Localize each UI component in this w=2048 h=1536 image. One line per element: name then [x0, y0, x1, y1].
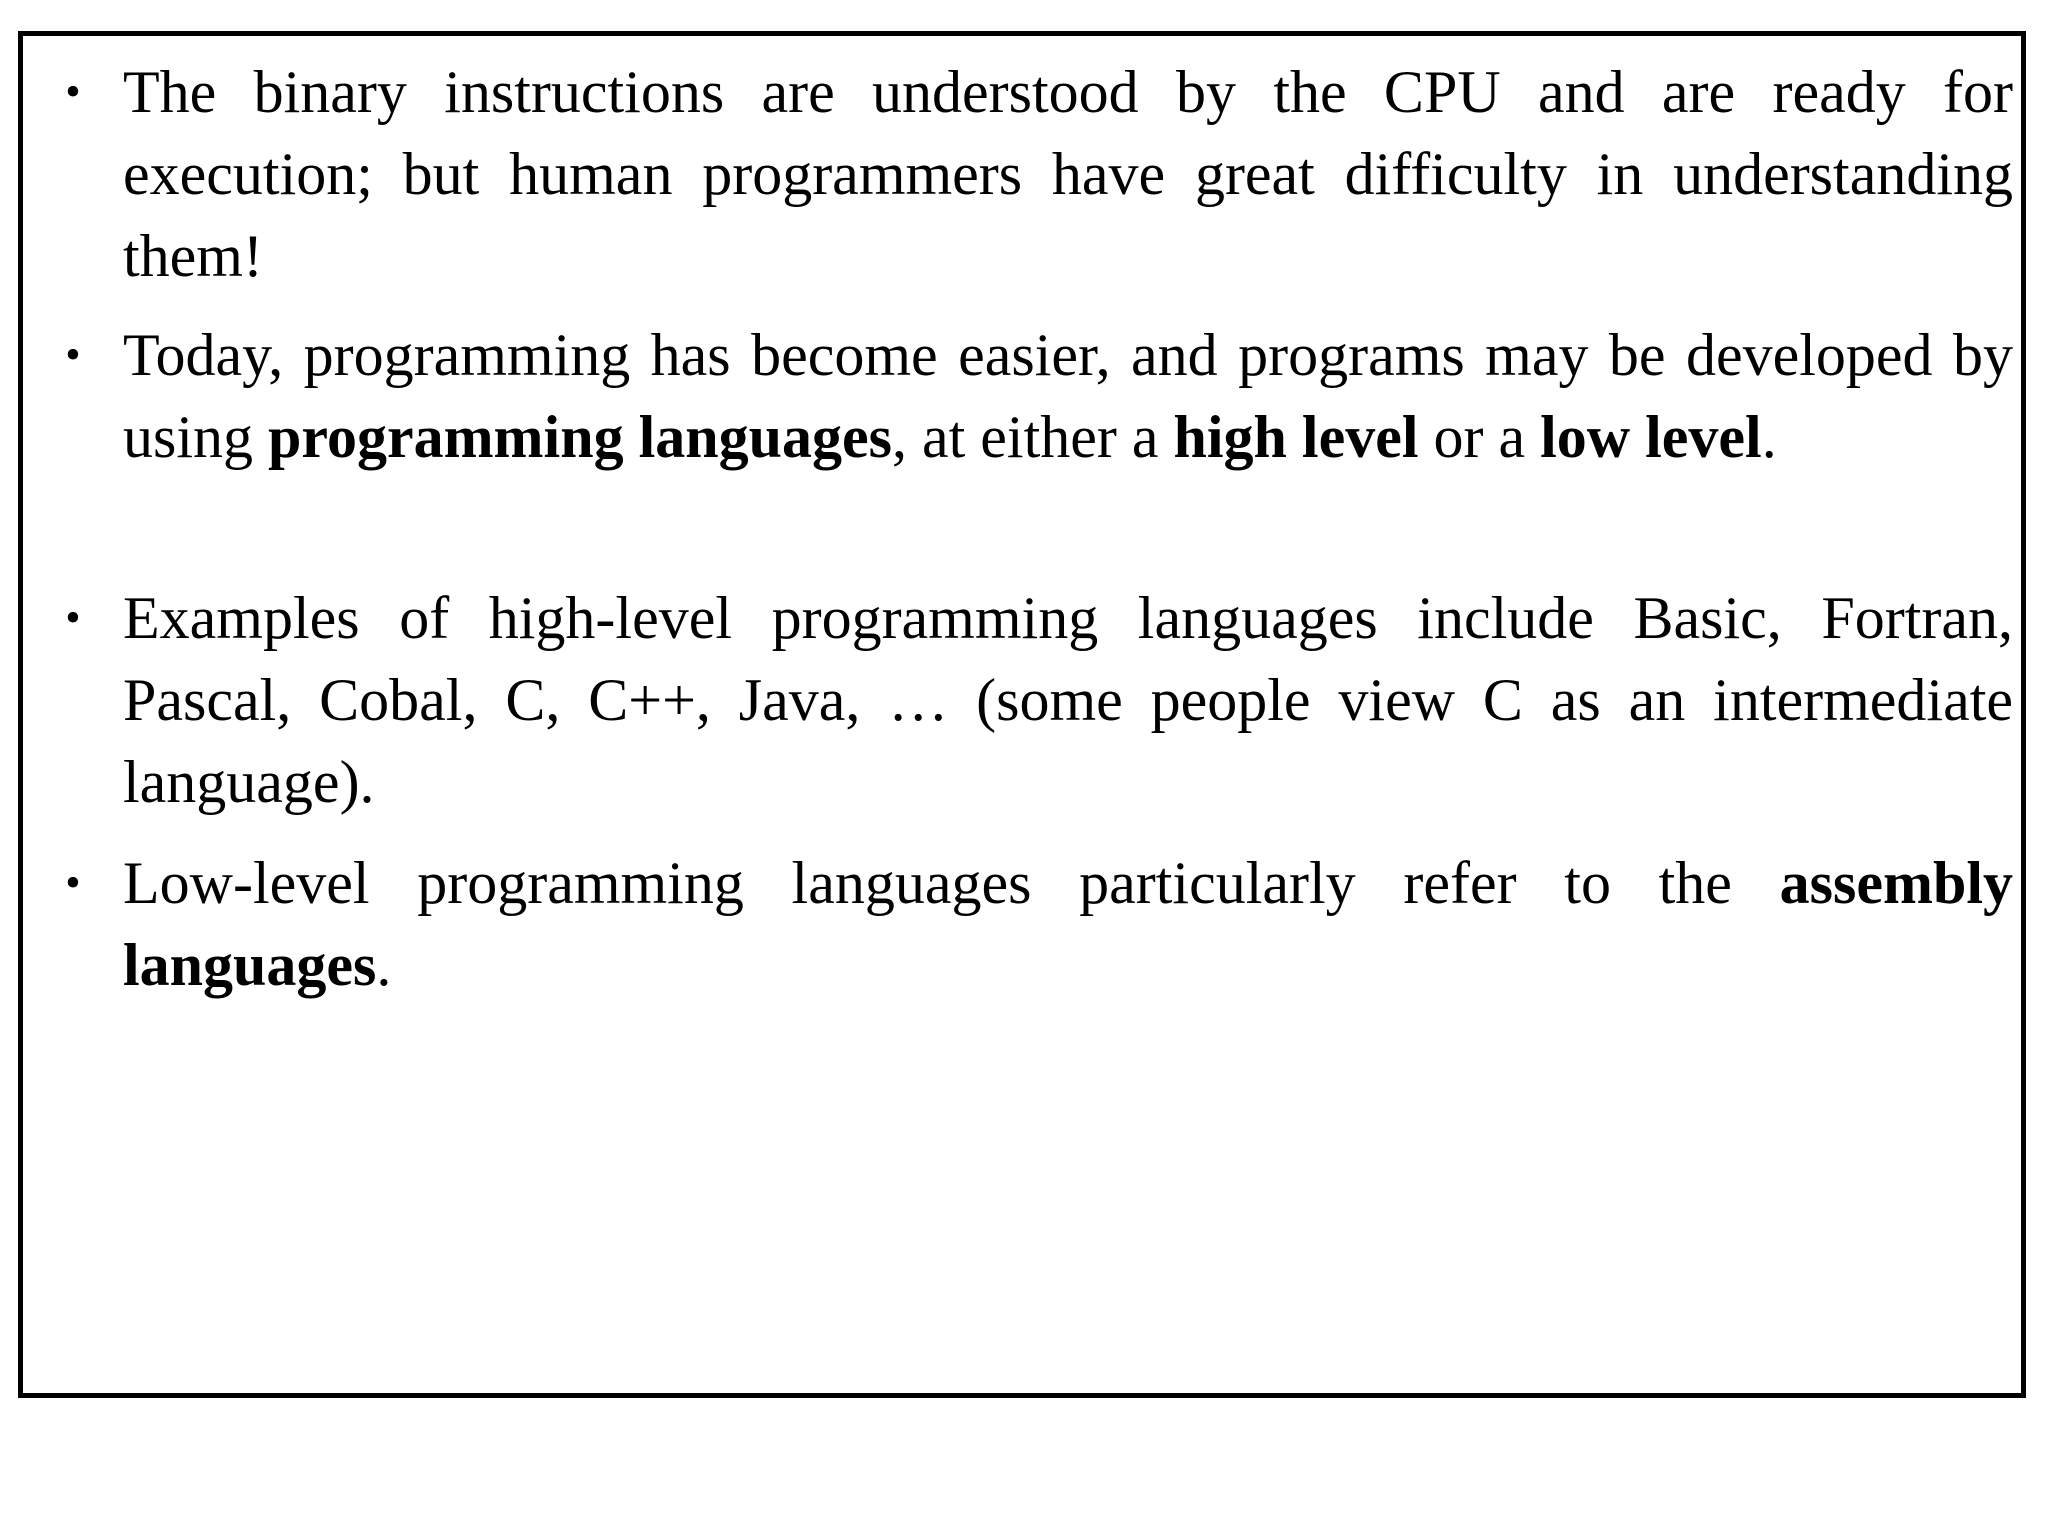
- text-segment: .: [1761, 404, 1777, 470]
- text-segment: The binary instructions are understood by the CPU and are ready for execution; but human programmers have great difficulty in understanding them!: [123, 59, 2013, 289]
- text-segment: , at either a: [891, 404, 1174, 470]
- bold-term-low-level: low level: [1540, 404, 1762, 470]
- text-segment: Examples of high-level programming languages include Basic, Fortran, Pascal, Cobal, C, C++, Java, … (some people view C as an intermediate language).: [123, 585, 2013, 815]
- text-segment: Today, programming has become easier, and programs may be developed by using: [123, 322, 2013, 470]
- bullet-dot-icon: •: [65, 858, 81, 907]
- bullet-dot-icon: •: [65, 330, 81, 379]
- bullet-text: [123, 842, 2013, 1006]
- bold-term-high-level: high level: [1173, 404, 1419, 470]
- bullet-text: [123, 51, 2013, 297]
- bullet-dot-icon: •: [65, 67, 81, 116]
- bold-term-programming-languages: programming languages: [268, 404, 892, 470]
- bullet-dot-icon: •: [65, 593, 81, 642]
- text-segment: .: [376, 932, 392, 998]
- bold-term-assembly-languages: assembly languages: [123, 850, 2013, 998]
- bullet-text: [123, 314, 2013, 478]
- text-segment: Low-level programming languages particularly refer to the: [123, 850, 1780, 916]
- text-segment: or a: [1418, 404, 1541, 470]
- slide-frame: [18, 31, 2026, 1398]
- bullet-text: [123, 577, 2013, 823]
